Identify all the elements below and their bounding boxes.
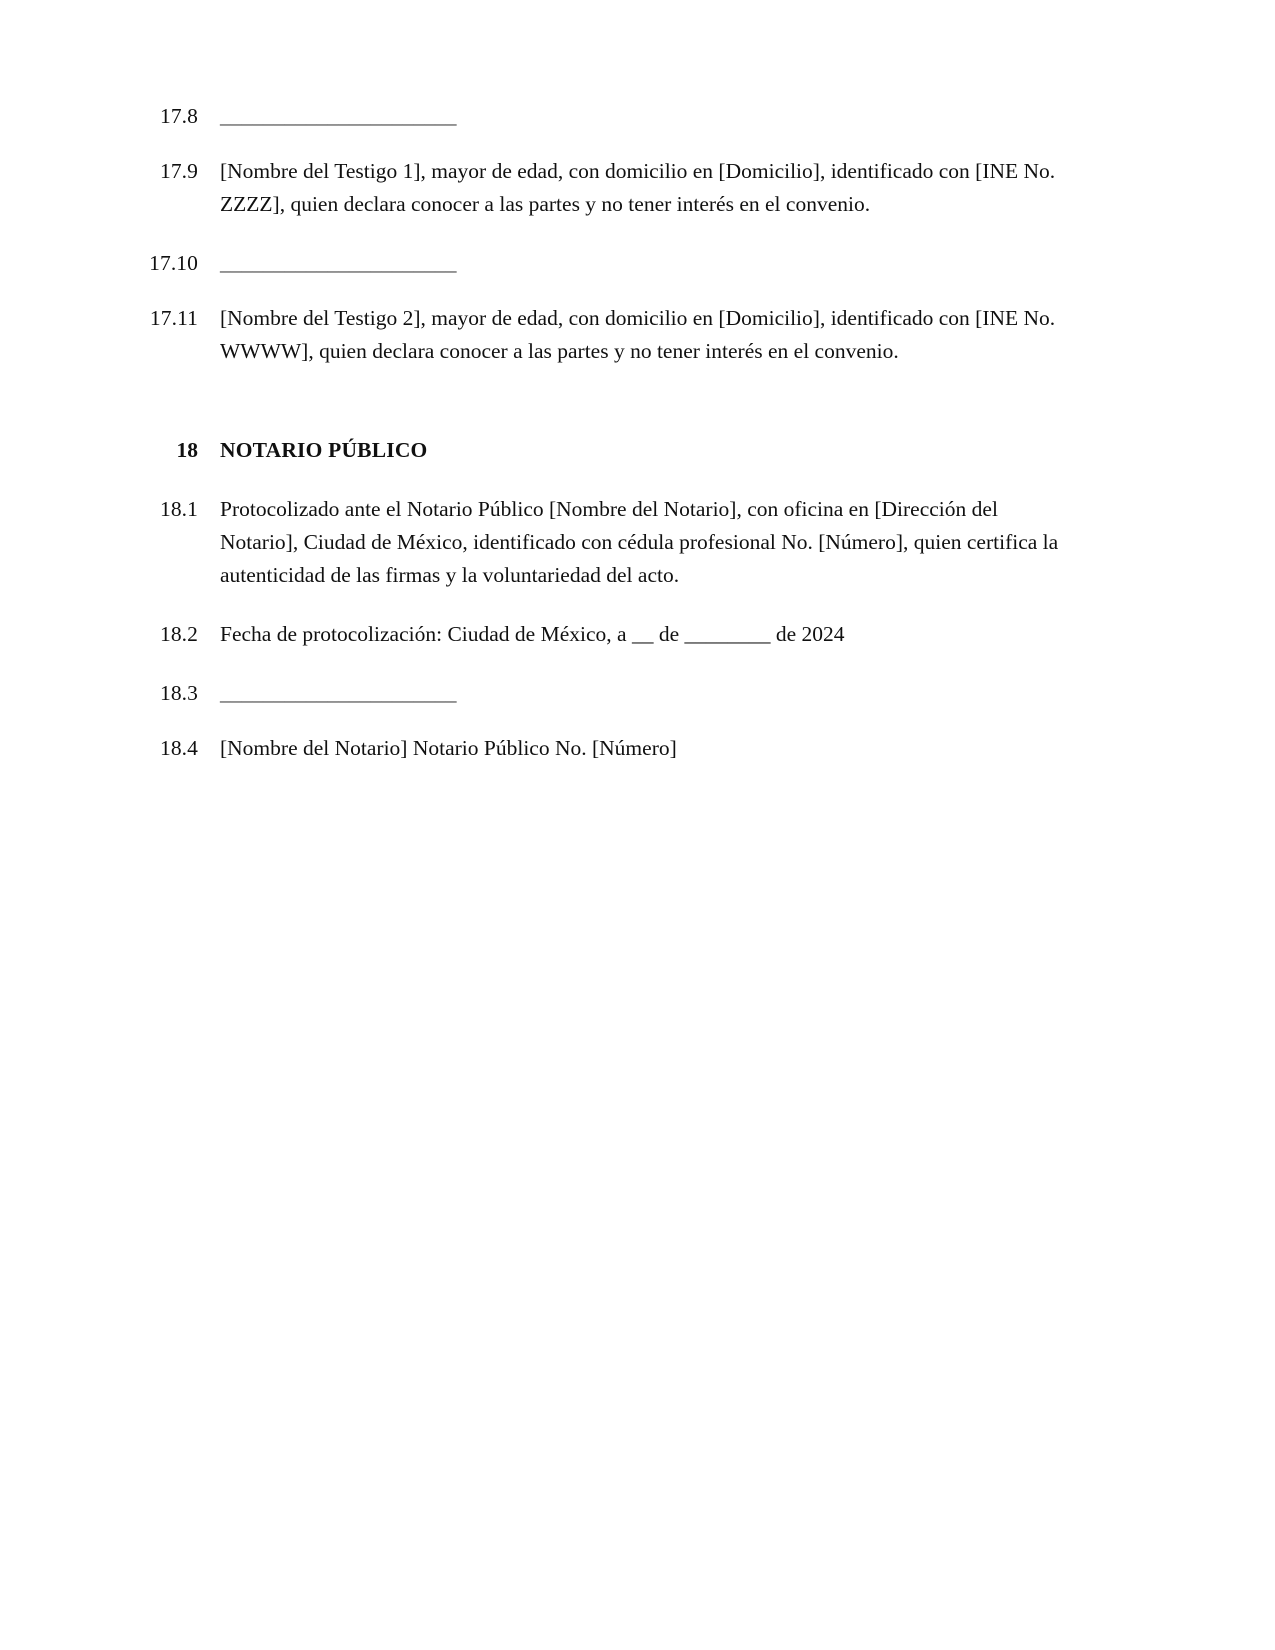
clause-18-3 bbox=[124, 677, 1079, 710]
clause-body: [Nombre del Testigo 2], mayor de edad, con domicilio en [Domicilio], identificado con [INE No. WWWW], quien declara conocer a las partes y no tener interés en el convenio. bbox=[220, 306, 1056, 363]
section-number: 18 bbox=[176, 438, 198, 462]
clause-18-4 bbox=[124, 732, 1079, 765]
clause-number: 17.8 bbox=[159, 104, 198, 128]
clause-body: [Nombre del Testigo 1], mayor de edad, con domicilio en [Domicilio], identificado con [INE No. ZZZZ], quien declara conocer a las partes y no tener interés en el convenio. bbox=[220, 159, 1056, 216]
clause-number: 18.2 bbox=[159, 622, 198, 646]
clause-number: 17.10 bbox=[149, 251, 198, 275]
signature-line: ______________________ bbox=[220, 681, 457, 705]
clause-number: 17.9 bbox=[159, 159, 198, 183]
section-title: NOTARIO PÚBLICO bbox=[220, 438, 428, 462]
clause-body: Fecha de protocolización: Ciudad de México, a __ de ________ de 2024 bbox=[220, 622, 845, 646]
page-content bbox=[124, 100, 1079, 791]
section-heading-18 bbox=[124, 434, 1079, 467]
clause-number: 17.11 bbox=[149, 306, 198, 330]
clause-17-10 bbox=[124, 247, 1079, 280]
clause-number: 18.3 bbox=[159, 681, 198, 705]
clause-body: Protocolizado ante el Notario Público [Nombre del Notario], con oficina en [Dirección del Notario], Ciudad de México, identificado con cédula profesional No. [Número], quien certifica la autenticidad de las firmas y la voluntariedad del acto. bbox=[220, 497, 1059, 587]
signature-line: ______________________ bbox=[220, 104, 457, 128]
clause-body bbox=[198, 100, 1079, 133]
clause-18-1 bbox=[124, 493, 1079, 592]
clause-number: 18.4 bbox=[159, 736, 198, 760]
clause-17-11 bbox=[124, 302, 1079, 368]
clause-number: 18.1 bbox=[159, 497, 198, 521]
clause-17-9 bbox=[124, 155, 1079, 221]
clause-17-8 bbox=[124, 100, 1079, 133]
clause-body bbox=[198, 247, 1079, 280]
clause-body bbox=[198, 677, 1079, 710]
clause-body: [Nombre del Notario] Notario Público No. [Número] bbox=[220, 736, 677, 760]
clause-18-2 bbox=[124, 618, 1079, 651]
signature-line: ______________________ bbox=[220, 251, 457, 275]
